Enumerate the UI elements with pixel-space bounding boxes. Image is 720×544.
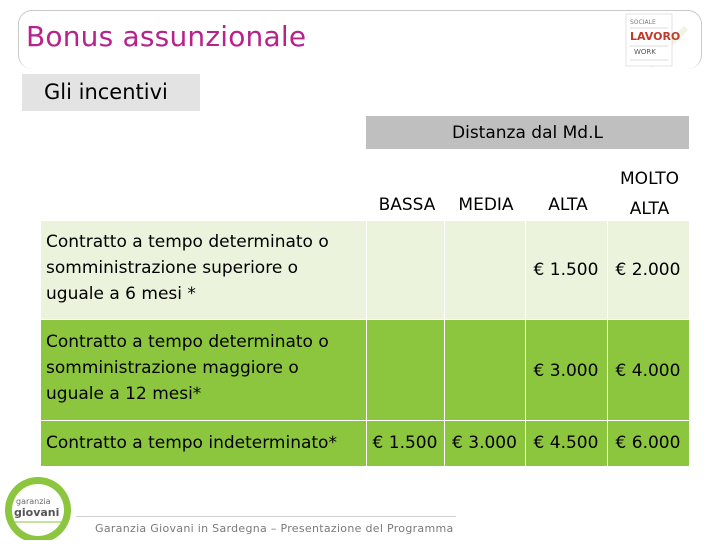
garanzia-giovani-logo <box>2 476 74 540</box>
row-label-line: Contratto a tempo determinato o <box>46 232 329 252</box>
col-head-molto-alta-text: MOLTO ALTA <box>620 169 679 219</box>
row-label-line: Contratto a tempo indeterminato* <box>46 433 337 453</box>
cell-r3-bassa: € 1.500 <box>372 433 438 453</box>
row-label-line: uguale a 12 mesi* <box>46 384 202 404</box>
col-head-bassa: BASSA <box>378 195 436 215</box>
row-label-line: somministrazione maggiore o <box>46 358 299 378</box>
row-label-3 <box>46 430 337 456</box>
row-label-1 <box>46 229 329 307</box>
row-label-line: Contratto a tempo determinato o <box>46 332 329 352</box>
row-label-line: somministrazione superiore o <box>46 258 299 278</box>
logo-word-1: SOCIALE <box>630 19 656 26</box>
gg-logo-word-1: garanzia <box>16 497 51 506</box>
gg-logo-word-2: giovani <box>14 506 60 519</box>
distance-header <box>366 116 689 149</box>
col-divider <box>444 221 445 466</box>
col-divider <box>607 221 608 466</box>
col-head-alta: ALTA <box>548 195 588 215</box>
col-head-molto-alta <box>610 164 689 224</box>
row-divider <box>41 319 689 320</box>
cell-r1-alta: € 1.500 <box>533 260 599 280</box>
col-divider <box>525 221 526 466</box>
footer-text: Garanzia Giovani in Sardegna – Presentazione del Programma <box>95 522 454 535</box>
logo-word-3: WORK <box>634 48 656 56</box>
page-title: Bonus assunzionale <box>26 20 307 53</box>
cell-r3-alta: € 4.500 <box>533 433 599 453</box>
logo-word-2: LAVORO <box>630 30 681 43</box>
footer-divider <box>76 516 456 517</box>
col-divider <box>366 221 367 466</box>
cell-r2-molto-alta: € 4.000 <box>615 361 681 381</box>
cell-r1-molto-alta: € 2.000 <box>615 260 681 280</box>
cell-r3-molto-alta: € 6.000 <box>615 433 681 453</box>
cell-r3-media: € 3.000 <box>452 433 517 453</box>
distance-header-label: Distanza dal Md.L <box>452 122 603 143</box>
row-label-2 <box>46 329 329 407</box>
col-head-media: MEDIA <box>458 195 514 215</box>
row-label-line: uguale a 6 mesi * <box>46 284 196 304</box>
cell-r2-alta: € 3.000 <box>533 361 599 381</box>
page-subtitle: Gli incentivi <box>44 80 168 104</box>
lavoro-logo <box>622 12 692 70</box>
row-divider <box>41 420 689 421</box>
